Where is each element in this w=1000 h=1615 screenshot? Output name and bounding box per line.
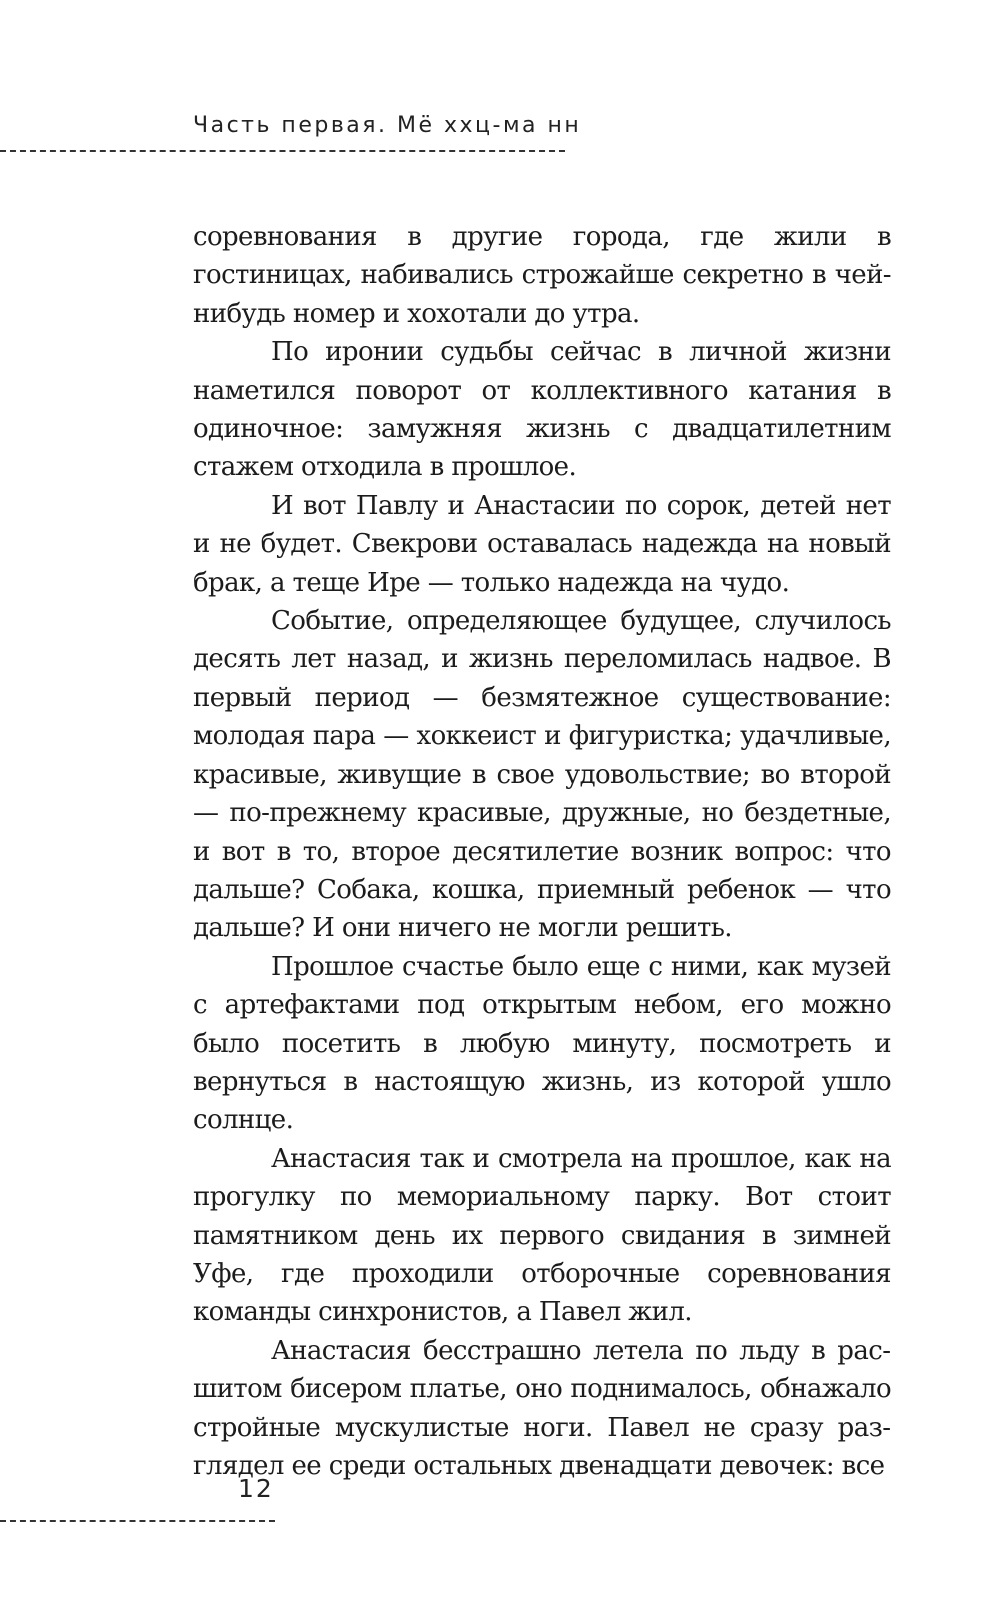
paragraph-5: Прошлое счастье было еще с ними, как музей с артефактами под открытым небом, его можно было посетить в любую минуту, посмотреть и вернуться в настоящую жизнь, из которой ушло солнце. (193, 951, 891, 1136)
body-text (193, 218, 891, 1485)
paragraph-6: Анастасия так и смотрела на прошлое, как на прогулку по мемориальному парку. Вот стоит памятником день их первого свидания в зимней Уфе, где проходили отборочные соревнования команды синхронистов, а Павел жил. (193, 1143, 891, 1328)
page-number: 12 (238, 1474, 274, 1503)
footer-dashed-rule (0, 1520, 275, 1522)
header-dashed-rule (0, 150, 565, 152)
running-head: Часть первая. Мё ххц-ма нн (193, 113, 582, 138)
paragraph-7: Анастасия бесстрашно летела по льду в расшитом бисером платье, оно поднималось, обнажало стройные мускулистые ноги. Павел не сразу разглядел ее среди остальных двенадцати девочек: все (193, 1335, 891, 1481)
paragraph-4: Событие, определяющее будущее, случилось десять лет назад, и жизнь переломилась надвое. В первый период — безмятежное существование: молодая пара — хоккеист и фигуристка; удачливые, красивые, живущие в свое удовольствие; во второй — по-прежнему красивые, дружные, но бездетные, и вот в то, второе десятилетие возник вопрос: что дальше? Собака, кошка, приемный ребенок — что дальше? И они ничего не могли решить. (193, 606, 891, 944)
paragraph-1: соревнования в другие города, где жили в гостиницах, набивались строжайше секретно в чей-нибудь номер и хохотали до утра. (193, 222, 891, 329)
paragraph-3: И вот Павлу и Анастасии по сорок, детей нет и не будет. Свекрови оставалась надежда на новый брак, а теще Ире — только надежда на чудо. (193, 490, 891, 598)
paragraph-2: По иронии судьбы сейчас в личной жизни наметился поворот от коллективного катания в одиночное: замужняя жизнь с двадцатилетним стажем отходила в прошлое. (193, 337, 891, 483)
